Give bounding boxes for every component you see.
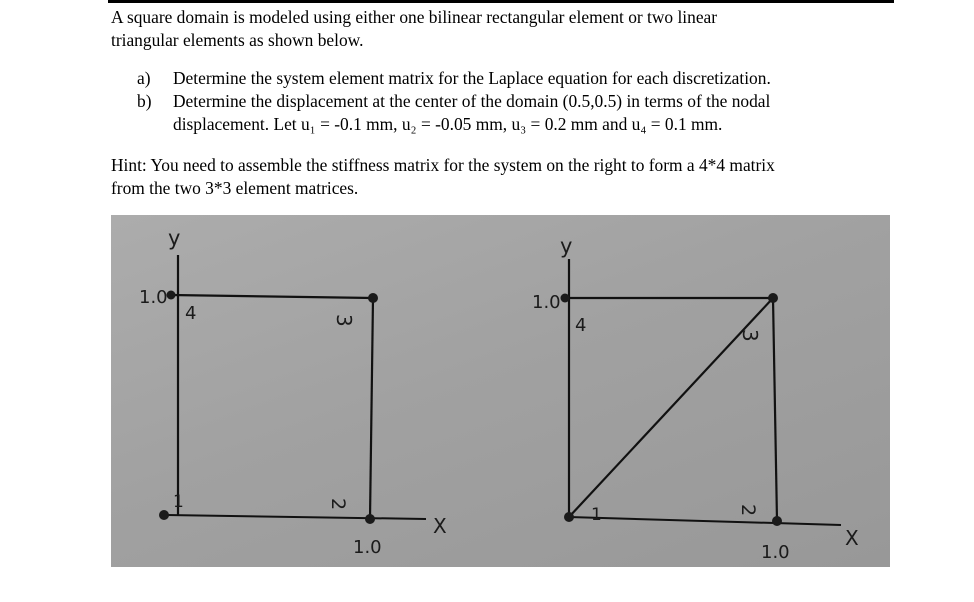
intro-line-2: triangular elements as shown below. — [111, 30, 364, 50]
right-node-3-dot — [768, 293, 778, 303]
left-node-4-dot — [167, 291, 176, 300]
rectangular-mesh — [139, 226, 447, 558]
triangular-mesh — [532, 234, 859, 563]
part-a-text: Determine the system element matrix for the Laplace equation for each discretization. — [173, 68, 771, 88]
right-node-1-dot — [564, 512, 574, 522]
right-node-2-label: 2 — [737, 504, 759, 517]
right-node-2-dot — [772, 516, 782, 526]
hint-line-2: from the two 3*3 element matrices. — [111, 178, 359, 198]
mesh-figure — [111, 215, 890, 567]
right-x-axis-line — [569, 517, 841, 525]
part-b-line-2: displacement. Let u₁ = -0.1 mm, u₂ = -0.05 mm, u₃ = 0.2 mm and u₄ = 0.1 mm. — [173, 114, 723, 134]
part-b-text — [173, 90, 917, 136]
part-a-label: a) — [137, 68, 151, 88]
right-node-3-label: 3 — [738, 329, 762, 342]
problem-statement — [111, 6, 911, 52]
part-b-label: b) — [137, 91, 152, 111]
right-element-right-edge — [773, 298, 777, 521]
hint-line-1: Hint: You need to assemble the stiffness matrix for the system on the right to form a 4*4 matrix — [111, 155, 775, 175]
right-node-4-label: 4 — [575, 315, 587, 336]
left-element-right-edge — [370, 298, 373, 519]
top-rule — [108, 0, 894, 3]
right-node-1-label: 1 — [591, 505, 602, 525]
part-b-line-1: Determine the displacement at the center of the domain (0.5,0.5) in terms of the nodal — [173, 91, 771, 111]
left-node-2-label: 2 — [327, 498, 349, 511]
mesh-figure-photo — [111, 215, 890, 567]
left-x-axis-line — [167, 515, 426, 519]
right-x-tick-label: 1.0 — [761, 542, 790, 563]
left-node-3-label: 3 — [332, 314, 356, 327]
hint — [111, 154, 911, 200]
left-node-4-label: 4 — [185, 303, 197, 324]
right-node-4-dot — [561, 294, 570, 303]
left-node-1-label: 1 — [173, 492, 184, 512]
left-node-2-dot — [365, 514, 375, 524]
part-b — [137, 90, 917, 136]
left-y-tick-label: 1.0 — [139, 287, 168, 308]
left-element-top-edge — [171, 295, 373, 298]
right-x-axis-label: X — [845, 526, 859, 550]
right-y-axis-label: y — [560, 234, 573, 258]
intro-line-1: A square domain is modeled using either one bilinear rectangular element or two linear — [111, 7, 718, 27]
left-x-axis-label: X — [433, 514, 447, 538]
right-y-tick-label: 1.0 — [532, 292, 561, 313]
problem-parts — [137, 67, 917, 136]
left-y-axis-label: y — [168, 226, 181, 250]
left-node-3-dot — [368, 293, 378, 303]
left-x-tick-label: 1.0 — [353, 537, 382, 558]
part-a — [137, 67, 917, 90]
left-node-1-dot — [159, 510, 169, 520]
